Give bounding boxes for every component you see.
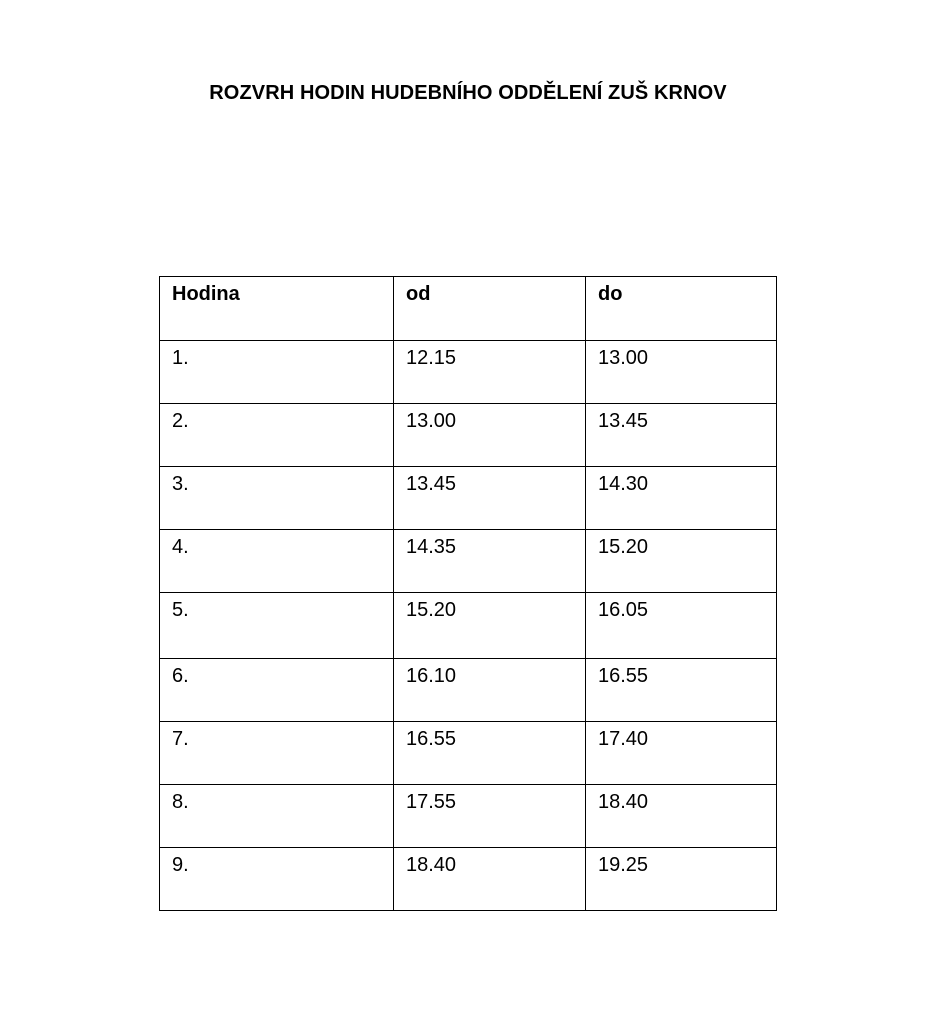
table-row [160, 722, 777, 785]
table-header-row [160, 277, 777, 341]
cell-do: 15.20 [586, 530, 777, 593]
table-row [160, 848, 777, 911]
table-row [160, 404, 777, 467]
cell-od: 16.55 [394, 722, 586, 785]
cell-hodina: 4. [160, 530, 394, 593]
cell-do: 13.00 [586, 341, 777, 404]
cell-do: 14.30 [586, 467, 777, 530]
table-row [160, 467, 777, 530]
column-header-hodina: Hodina [160, 277, 394, 341]
cell-hodina: 3. [160, 467, 394, 530]
cell-od: 18.40 [394, 848, 586, 911]
cell-do: 16.05 [586, 593, 777, 659]
cell-hodina: 6. [160, 659, 394, 722]
cell-hodina: 5. [160, 593, 394, 659]
table-row [160, 593, 777, 659]
cell-od: 13.00 [394, 404, 586, 467]
cell-hodina: 9. [160, 848, 394, 911]
cell-od: 17.55 [394, 785, 586, 848]
table-row [160, 785, 777, 848]
cell-do: 19.25 [586, 848, 777, 911]
table-row [160, 341, 777, 404]
table-row [160, 659, 777, 722]
cell-do: 17.40 [586, 722, 777, 785]
cell-hodina: 8. [160, 785, 394, 848]
cell-do: 13.45 [586, 404, 777, 467]
cell-od: 15.20 [394, 593, 586, 659]
cell-hodina: 1. [160, 341, 394, 404]
cell-od: 14.35 [394, 530, 586, 593]
column-header-do: do [586, 277, 777, 341]
column-header-od: od [394, 277, 586, 341]
cell-do: 16.55 [586, 659, 777, 722]
cell-od: 13.45 [394, 467, 586, 530]
cell-hodina: 7. [160, 722, 394, 785]
cell-hodina: 2. [160, 404, 394, 467]
cell-do: 18.40 [586, 785, 777, 848]
table-row [160, 530, 777, 593]
cell-od: 16.10 [394, 659, 586, 722]
cell-od: 12.15 [394, 341, 586, 404]
page-title: ROZVRH HODIN HUDEBNÍHO ODDĚLENÍ ZUŠ KRNOV [209, 82, 727, 104]
schedule-table [159, 276, 777, 911]
